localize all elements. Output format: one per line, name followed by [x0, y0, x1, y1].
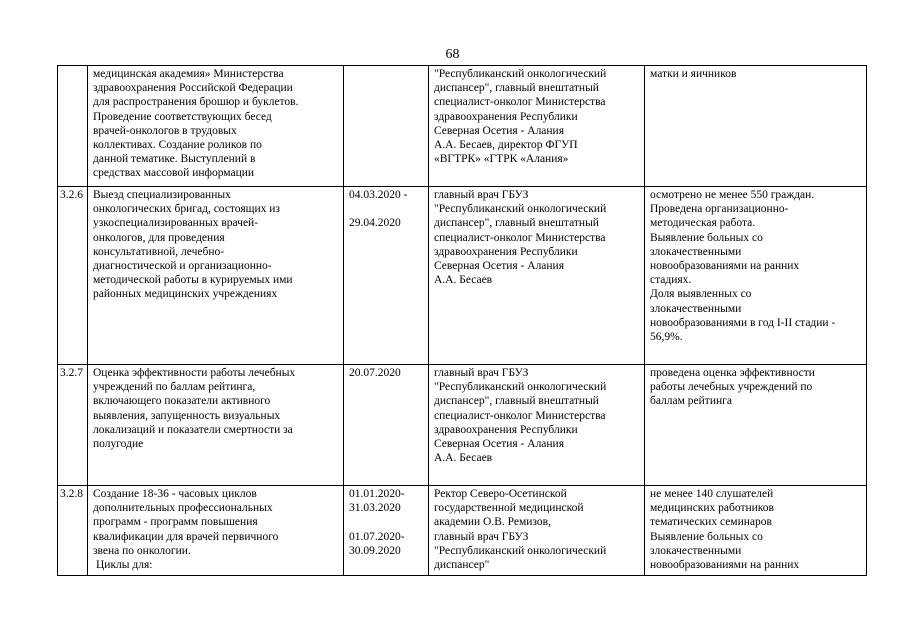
- result-line: проведена оценка эффективности: [650, 367, 815, 379]
- activity-line: методической работы в курируемых ими: [93, 274, 293, 287]
- result-cell: [645, 365, 867, 486]
- table-row: [58, 66, 867, 187]
- activity-cell: [88, 486, 344, 576]
- responsible-line: А.А. Бесаев, директор ФГУП: [434, 139, 578, 152]
- result-line: новообразованиями на ранних: [650, 260, 800, 273]
- activity-line: Циклы для:: [96, 559, 153, 572]
- responsible-line: здравоохранения Республики: [434, 423, 578, 436]
- responsible-line: здравоохранения Республики: [434, 110, 578, 123]
- activity-line: дополнительных профессиональных: [93, 502, 273, 515]
- result-line: методическая работа.: [650, 217, 756, 230]
- result-line: стадиях.: [650, 274, 692, 287]
- activity-line: локализаций и показатели смертности за: [93, 423, 293, 436]
- activity-line: узкоспециализированных врачей-: [93, 217, 259, 230]
- responsible-line: диспансер", главный внештатный: [434, 395, 599, 408]
- dates-line: 01.07.2020-: [349, 530, 405, 543]
- responsible-line: А.А. Бесаев: [434, 274, 493, 287]
- activity-line: выявления, запущенность визуальных: [93, 409, 281, 422]
- dates-cell: [344, 187, 429, 365]
- dates-line: 30.09.2020: [349, 544, 401, 557]
- responsible-cell: [429, 486, 645, 576]
- result-line: матки и яичников: [650, 68, 737, 80]
- activity-line: консультативной, лечебно-: [93, 245, 225, 258]
- responsible-line: главный врач ГБУЗ: [434, 367, 529, 379]
- activity-cell: [88, 365, 344, 486]
- activity-line: средствах массовой информации: [93, 167, 255, 180]
- responsible-line: Ректор Северо-Осетинской: [434, 488, 567, 500]
- responsible-line: главный врач ГБУЗ: [434, 530, 529, 543]
- activity-line: районных медицинских учреждениях: [93, 288, 278, 301]
- page-number: 68: [445, 47, 460, 62]
- table-row: [58, 365, 867, 486]
- row-number-cell: 3.2.6: [58, 187, 88, 365]
- result-line: тематических семинаров: [650, 516, 772, 529]
- plan-table: [57, 65, 867, 576]
- dates-line: 31.03.2020: [349, 502, 401, 515]
- activity-line: квалификации для врачей первичного: [93, 530, 279, 543]
- dates-line: [349, 515, 425, 529]
- activity-line: включающего показатели активного: [93, 395, 271, 408]
- responsible-line: «ВГТРК» «ГТРК «Алания»: [434, 153, 569, 166]
- activity-line: онкологических бригад, состоящих из: [93, 203, 280, 216]
- table-row: [58, 187, 867, 365]
- activity-line: учреждений по баллам рейтинга,: [93, 381, 256, 394]
- activity-line: медицинская академия» Министерства: [93, 68, 284, 80]
- responsible-cell: [429, 187, 645, 365]
- responsible-line: специалист-онколог Министерства: [434, 231, 606, 244]
- result-line: 56,9%.: [650, 331, 683, 344]
- activity-line: программ - программ повышения: [93, 516, 258, 529]
- result-line: злокачественными: [650, 245, 742, 258]
- result-line: новообразованиями на ранних: [650, 559, 800, 572]
- activity-line: данной тематике. Выступлений в: [93, 153, 256, 166]
- activity-line: Проведение соответствующих бесед: [93, 110, 272, 123]
- activity-line: коллективах. Создание роликов по: [93, 139, 262, 152]
- dates-line: 20.07.2020: [349, 367, 401, 379]
- responsible-line: Северная Осетия - Алания: [434, 260, 565, 273]
- result-line: Проведена организационно-: [650, 203, 789, 216]
- activity-line: врачей-онкологов в трудовых: [93, 124, 237, 137]
- activity-line: Выезд специализированных: [93, 189, 231, 201]
- responsible-line: специалист-онколог Министерства: [434, 409, 606, 422]
- activity-line: полугодие: [93, 438, 144, 451]
- dates-cell: [344, 486, 429, 576]
- activity-cell: [88, 187, 344, 365]
- responsible-line: специалист-онколог Министерства: [434, 96, 606, 109]
- row-number-cell: [58, 66, 88, 187]
- dates-line: [349, 202, 425, 216]
- result-line: Выявление больных со: [650, 231, 763, 244]
- table-row: [58, 486, 867, 576]
- result-line: не менее 140 слушателей: [650, 488, 774, 500]
- result-line: Выявление больных со: [650, 530, 763, 543]
- responsible-line: "Республиканский онкологический: [434, 68, 607, 80]
- result-cell: [645, 187, 867, 365]
- responsible-line: здравоохранения Республики: [434, 245, 578, 258]
- activity-line: здравоохранения Российской Федерации: [93, 82, 293, 95]
- responsible-cell: [429, 66, 645, 187]
- activity-line: Оценка эффективности работы лечебных: [93, 367, 296, 379]
- activity-line: онкологов, для проведения: [93, 231, 225, 244]
- responsible-line: главный врач ГБУЗ: [434, 189, 529, 201]
- result-cell: [645, 66, 867, 187]
- responsible-cell: [429, 365, 645, 486]
- result-cell: [645, 486, 867, 576]
- responsible-line: А.А. Бесаев: [434, 452, 493, 465]
- responsible-line: диспансер", главный внештатный: [434, 82, 599, 95]
- result-line: Доля выявленных со: [650, 288, 752, 301]
- result-line: баллам рейтинга: [650, 395, 732, 408]
- activity-cell: [88, 66, 344, 187]
- responsible-line: государственной медицинской: [434, 502, 584, 515]
- responsible-line: "Республиканский онкологический: [434, 203, 607, 216]
- responsible-line: Северная Осетия - Алания: [434, 124, 565, 137]
- activity-line: звена по онкологии.: [93, 544, 191, 557]
- result-line: медицинских работников: [650, 502, 774, 515]
- row-number-cell: 3.2.8: [58, 486, 88, 576]
- dates-cell: [344, 365, 429, 486]
- responsible-line: "Республиканский онкологический: [434, 544, 607, 557]
- responsible-line: диспансер": [434, 559, 490, 572]
- result-line: злокачественными: [650, 544, 742, 557]
- activity-line: диагностической и организационно-: [93, 260, 272, 273]
- row-number-cell: 3.2.7: [58, 365, 88, 486]
- dates-cell: [344, 66, 429, 187]
- responsible-line: диспансер", главный внештатный: [434, 217, 599, 230]
- result-line: осмотрено не менее 550 граждан.: [650, 189, 815, 201]
- result-line: новообразованиями в год I-II стадии -: [650, 316, 836, 329]
- activity-line: для распространения брошюр и буклетов.: [93, 96, 299, 109]
- result-line: работы лечебных учреждений по: [650, 381, 813, 394]
- result-line: злокачественными: [650, 302, 742, 315]
- dates-line: 04.03.2020 -: [349, 189, 408, 201]
- responsible-line: академии О.В. Ремизов,: [434, 516, 551, 529]
- responsible-line: "Республиканский онкологический: [434, 381, 607, 394]
- dates-line: 01.01.2020-: [349, 488, 405, 500]
- responsible-line: Северная Осетия - Алания: [434, 438, 565, 451]
- dates-line: 29.04.2020: [349, 217, 401, 230]
- activity-line: Создание 18-36 - часовых циклов: [93, 488, 257, 500]
